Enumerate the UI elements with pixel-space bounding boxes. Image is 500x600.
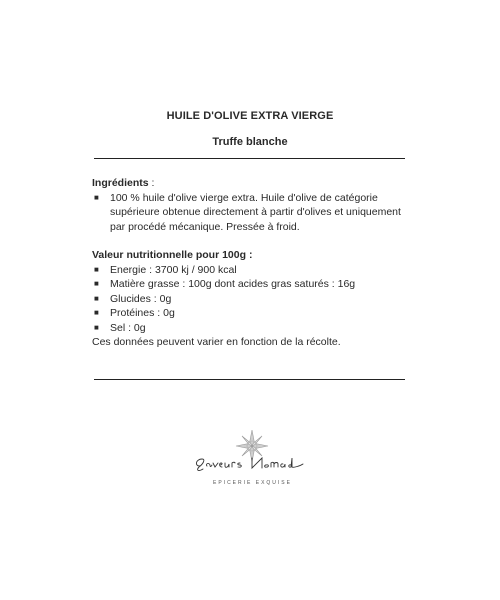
nutrition-note: Ces données peuvent varier en fonction de la récolte. [92, 336, 341, 348]
bullet-icon: ■ [94, 308, 99, 317]
ingredients-list [92, 191, 412, 235]
bullet-icon: ■ [94, 322, 99, 332]
top-divider [94, 158, 405, 159]
nutrition-item [92, 292, 412, 307]
bottom-divider [94, 379, 405, 380]
nutrition-item-text: Energie : 3700 kj / 900 kcal [110, 263, 237, 276]
ingredients-heading [92, 176, 412, 191]
product-subtitle: Truffe blanche [212, 136, 288, 148]
bullet-icon: ■ [94, 264, 99, 274]
nutrition-list [92, 263, 412, 336]
nutrition-item [92, 277, 412, 292]
nutrition-item-text: Matière grasse : 100g dont acides gras saturés : 16g [110, 278, 356, 290]
nutrition-item [92, 321, 412, 336]
product-title: HUILE D'OLIVE EXTRA VIERGE [166, 110, 334, 122]
nutrition-item [92, 263, 412, 278]
nutrition-item-text: Sel : 0g [110, 321, 146, 334]
label-content [92, 176, 412, 350]
ingredient-text: 100 % huile d'olive vierge extra. Huile d'olive de catégorie supérieure obtenue directement à partir d'olives et uniquement par procédé mécanique. Pressée à froid. [110, 191, 401, 233]
nutrition-item [92, 306, 412, 321]
compass-star-icon [190, 428, 315, 478]
nutrition-heading: Valeur nutritionnelle pour 100g : [92, 249, 253, 261]
section-gap [92, 234, 412, 248]
nutrition-item-text: Glucides : 0g [110, 292, 172, 305]
ingredients-heading-suffix: : [148, 177, 155, 189]
ingredients-heading-text: Ingrédients [92, 177, 149, 189]
brand-logo [190, 428, 315, 490]
nutrition-item-text: Protéines : 0g [110, 307, 175, 319]
bullet-icon: ■ [94, 192, 99, 202]
ingredient-item [92, 191, 412, 235]
brand-tagline: EPICERIE EXQUISE [213, 480, 292, 486]
bullet-icon: ■ [94, 293, 99, 303]
bullet-icon: ■ [94, 279, 99, 288]
